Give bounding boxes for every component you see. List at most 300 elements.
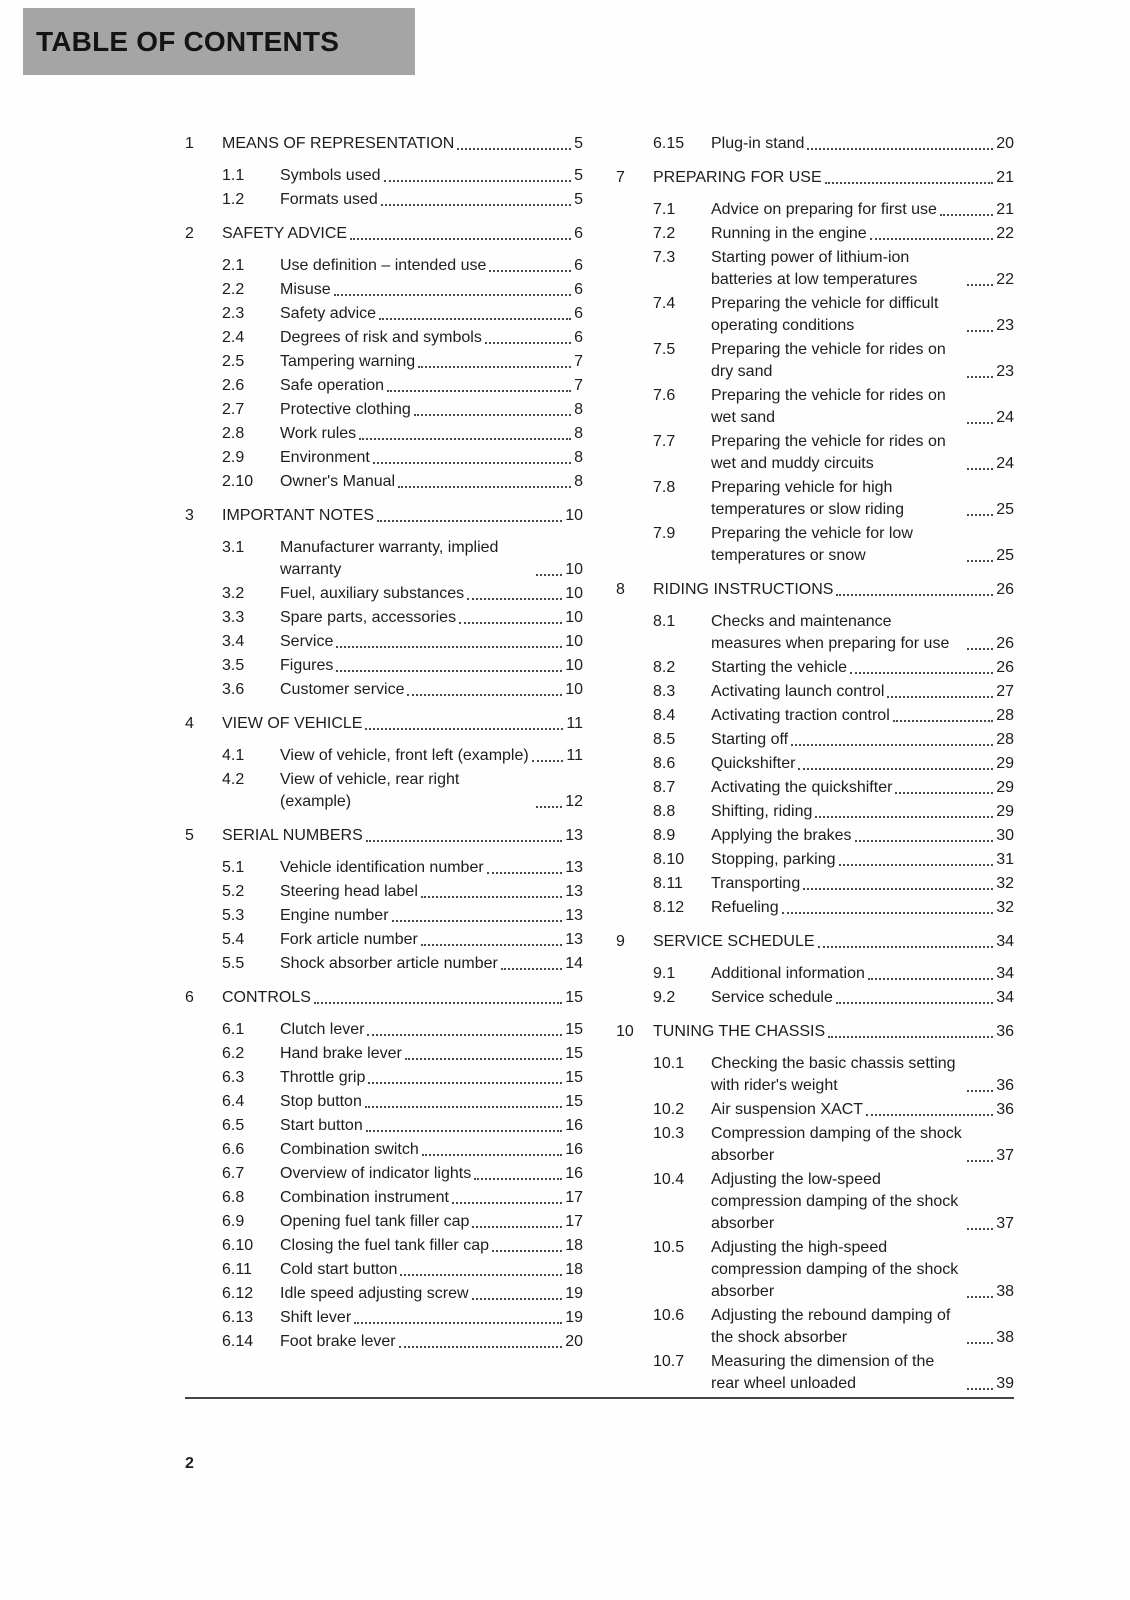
dot-leader — [487, 872, 563, 874]
entry-page: 8 — [574, 425, 583, 442]
toc-section-row — [185, 1163, 583, 1185]
toc-section-row — [616, 753, 1014, 775]
entry-page: 11 — [566, 715, 583, 732]
entry-page: 6 — [574, 257, 583, 274]
entry-title: Starting the vehicle — [711, 659, 848, 676]
entry-page: 11 — [566, 747, 583, 764]
entry-title: Vehicle identification number — [280, 859, 484, 876]
entry-number: 8.2 — [653, 659, 676, 676]
entry-title: Activating the quickshifter — [711, 779, 893, 796]
entry-title: Misuse — [280, 281, 331, 298]
entry-number: 10.6 — [653, 1307, 685, 1324]
entry-title: Quickshifter — [711, 755, 796, 772]
entry-number: 5.1 — [222, 859, 245, 876]
toc-section-row — [616, 1123, 1014, 1167]
entry-number: 4.1 — [222, 747, 245, 764]
toc-section-row — [616, 825, 1014, 847]
entry-number: 8.7 — [653, 779, 676, 796]
entry-title: SERIAL NUMBERS — [222, 827, 363, 844]
dot-leader — [387, 390, 571, 392]
entry-title: Service — [280, 633, 334, 650]
entry-page: 10 — [565, 561, 583, 578]
entry-page: 27 — [996, 683, 1014, 700]
dot-leader — [868, 978, 993, 980]
entry-title: Refueling — [711, 899, 779, 916]
toc-section-row — [185, 1139, 583, 1161]
entry-page: 37 — [996, 1147, 1014, 1164]
entry-title: Starting off — [711, 731, 789, 748]
entry-title: View of vehicle, rear right (example) — [280, 771, 460, 810]
entry-number: 10.4 — [653, 1171, 685, 1188]
entry-title: Adjusting the low-speed compression damping of the shock absorber — [711, 1171, 959, 1232]
dot-leader — [485, 342, 571, 344]
entry-page: 15 — [565, 1045, 583, 1062]
entry-number: 2.3 — [222, 305, 245, 322]
entry-page: 5 — [574, 135, 583, 152]
dot-leader — [782, 912, 994, 914]
dot-leader — [359, 438, 571, 440]
toc-section-row — [185, 607, 583, 629]
entry-title: Shifting, riding — [711, 803, 813, 820]
toc-section-row — [616, 705, 1014, 727]
toc-section-row — [185, 279, 583, 301]
entry-number: 8 — [616, 581, 625, 598]
toc-section-row — [185, 745, 583, 767]
entry-page: 34 — [996, 965, 1014, 982]
entry-title: Formats used — [280, 191, 378, 208]
entry-page: 16 — [565, 1117, 583, 1134]
entry-number: 2.7 — [222, 401, 245, 418]
dot-leader — [967, 560, 993, 562]
entry-page: 18 — [565, 1261, 583, 1278]
entry-title: Cold start button — [280, 1261, 398, 1278]
entry-title: Fuel, auxiliary substances — [280, 585, 465, 602]
entry-page: 15 — [565, 1093, 583, 1110]
entry-page: 6 — [574, 225, 583, 242]
entry-title: Preparing vehicle for high temperatures or slow riding — [711, 479, 904, 518]
entry-number: 1 — [185, 135, 194, 152]
toc-chapter-row — [185, 825, 583, 847]
toc-section-row — [185, 255, 583, 277]
entry-page: 15 — [565, 1021, 583, 1038]
entry-page: 26 — [996, 635, 1014, 652]
entry-page: 14 — [565, 955, 583, 972]
entry-number: 10 — [616, 1023, 634, 1040]
entry-number: 9 — [616, 933, 625, 950]
entry-page: 24 — [996, 455, 1014, 472]
entry-page: 29 — [996, 803, 1014, 820]
entry-page: 10 — [565, 657, 583, 674]
toc-section-row — [616, 1053, 1014, 1097]
toc-section-row — [616, 293, 1014, 337]
entry-number: 7 — [616, 169, 625, 186]
entry-number: 6.3 — [222, 1069, 245, 1086]
entry-page: 10 — [565, 681, 583, 698]
entry-number: 6.13 — [222, 1309, 254, 1326]
entry-number: 7.3 — [653, 249, 676, 266]
entry-title: Preparing the vehicle for rides on wet sand — [711, 387, 946, 426]
dot-leader — [336, 670, 562, 672]
entry-page: 20 — [565, 1333, 583, 1350]
toc-section-row — [616, 523, 1014, 567]
entry-number: 8.3 — [653, 683, 676, 700]
toc-section-row — [185, 1019, 583, 1041]
page-title: TABLE OF CONTENTS — [36, 25, 340, 57]
toc-section-row — [616, 1305, 1014, 1349]
toc-section-row — [185, 351, 583, 373]
entry-number: 4.2 — [222, 771, 245, 788]
entry-page: 20 — [996, 135, 1014, 152]
toc-section-row — [185, 1211, 583, 1233]
entry-title: Checking the basic chassis setting with rider's weight — [711, 1055, 956, 1094]
dot-leader — [798, 768, 993, 770]
entry-title: Owner's Manual — [280, 473, 396, 490]
dot-leader — [400, 1274, 562, 1276]
dot-leader — [825, 182, 994, 184]
entry-title: Closing the fuel tank filler cap — [280, 1237, 489, 1254]
dot-leader — [967, 422, 993, 424]
dot-leader — [422, 1154, 562, 1156]
entry-title: Activating traction control — [711, 707, 890, 724]
entry-number: 3 — [185, 507, 194, 524]
entry-number: 8.8 — [653, 803, 676, 820]
entry-page: 38 — [996, 1283, 1014, 1300]
entry-title: Starting power of lithium-ion batteries at low temperatures — [711, 249, 918, 288]
dot-leader — [354, 1322, 562, 1324]
entry-page: 7 — [574, 353, 583, 370]
dot-leader — [399, 1346, 563, 1348]
entry-title: Environment — [280, 449, 370, 466]
entry-page: 29 — [996, 755, 1014, 772]
entry-title: Fork article number — [280, 931, 418, 948]
entry-title: Adjusting the rebound damping of the shock absorber — [711, 1307, 951, 1346]
entry-page: 17 — [565, 1189, 583, 1206]
toc-section-row — [185, 1307, 583, 1329]
toc-section-row — [185, 881, 583, 903]
entry-title: Work rules — [280, 425, 357, 442]
toc-section-row — [185, 1331, 583, 1353]
entry-page: 38 — [996, 1329, 1014, 1346]
entry-title: MEANS OF REPRESENTATION — [222, 135, 455, 152]
entry-page: 7 — [574, 377, 583, 394]
entry-title: Stop button — [280, 1093, 362, 1110]
entry-title: Symbols used — [280, 167, 381, 184]
entry-title: Combination instrument — [280, 1189, 449, 1206]
entry-page: 16 — [565, 1165, 583, 1182]
entry-page: 8 — [574, 401, 583, 418]
dot-leader — [452, 1202, 562, 1204]
dot-leader — [472, 1298, 563, 1300]
toc-section-row — [185, 447, 583, 469]
toc-section-row — [185, 583, 583, 605]
toc-section-row — [185, 1115, 583, 1137]
entry-title: Throttle grip — [280, 1069, 366, 1086]
entry-title: Use definition – intended use — [280, 257, 487, 274]
toc-section-row — [185, 165, 583, 187]
entry-number: 3.2 — [222, 585, 245, 602]
dot-leader — [967, 1160, 993, 1162]
entry-number: 3.3 — [222, 609, 245, 626]
dot-leader — [940, 214, 993, 216]
entry-number: 2.5 — [222, 353, 245, 370]
dot-leader — [895, 792, 993, 794]
entry-number: 2.1 — [222, 257, 245, 274]
entry-page: 32 — [996, 875, 1014, 892]
dot-leader — [366, 1130, 562, 1132]
dot-leader — [314, 1002, 562, 1004]
entry-page: 10 — [565, 609, 583, 626]
toc-section-row — [185, 1091, 583, 1113]
entry-number: 9.1 — [653, 965, 676, 982]
dot-leader — [492, 1250, 562, 1252]
entry-number: 7.9 — [653, 525, 676, 542]
entry-number: 7.1 — [653, 201, 676, 218]
entry-number: 8.9 — [653, 827, 676, 844]
entry-title: Start button — [280, 1117, 363, 1134]
entry-title: Applying the brakes — [711, 827, 852, 844]
entry-title: Steering head label — [280, 883, 418, 900]
entry-number: 2.10 — [222, 473, 254, 490]
entry-title: Advice on preparing for first use — [711, 201, 937, 218]
entry-title: Manufacturer warranty, implied warranty — [280, 539, 499, 578]
toc-section-row — [616, 963, 1014, 985]
dot-leader — [532, 760, 564, 762]
entry-page: 25 — [996, 501, 1014, 518]
toc-section-row — [185, 537, 583, 581]
toc-chapter-row — [185, 713, 583, 735]
dot-leader — [967, 330, 993, 332]
dot-leader — [967, 1090, 993, 1092]
entry-page: 32 — [996, 899, 1014, 916]
entry-number: 5.5 — [222, 955, 245, 972]
dot-leader — [855, 840, 994, 842]
entry-page: 24 — [996, 409, 1014, 426]
dot-leader — [334, 294, 571, 296]
entry-title: CONTROLS — [222, 989, 311, 1006]
entry-number: 8.4 — [653, 707, 676, 724]
dot-leader — [489, 270, 571, 272]
entry-page: 39 — [996, 1375, 1014, 1392]
toc-section-row — [185, 929, 583, 951]
entry-title: Stopping, parking — [711, 851, 836, 868]
entry-number: 2.2 — [222, 281, 245, 298]
entry-page: 5 — [574, 191, 583, 208]
toc-chapter-row — [616, 931, 1014, 953]
entry-number: 7.5 — [653, 341, 676, 358]
toc-section-row — [616, 681, 1014, 703]
toc-section-row — [616, 611, 1014, 655]
dot-leader — [373, 462, 571, 464]
entry-title: SERVICE SCHEDULE — [653, 933, 815, 950]
entry-title: Activating launch control — [711, 683, 885, 700]
entry-page: 19 — [565, 1285, 583, 1302]
entry-page: 19 — [565, 1309, 583, 1326]
entry-title: Protective clothing — [280, 401, 411, 418]
entry-page: 13 — [565, 907, 583, 924]
dot-leader — [350, 238, 571, 240]
dot-leader — [818, 946, 994, 948]
dot-leader — [392, 920, 563, 922]
dot-leader — [467, 598, 562, 600]
entry-title: Degrees of risk and symbols — [280, 329, 482, 346]
toc-section-row — [185, 905, 583, 927]
dot-leader — [870, 238, 994, 240]
entry-number: 8.5 — [653, 731, 676, 748]
entry-number: 1.2 — [222, 191, 245, 208]
toc-section-row — [616, 1237, 1014, 1303]
entry-number: 10.1 — [653, 1055, 685, 1072]
dot-leader — [459, 622, 562, 624]
dot-leader — [967, 1296, 993, 1298]
dot-leader — [967, 1228, 993, 1230]
entry-page: 10 — [565, 633, 583, 650]
toc-body — [185, 133, 1014, 1397]
toc-section-row — [616, 247, 1014, 291]
entry-title: Service schedule — [711, 989, 833, 1006]
entry-page: 36 — [996, 1101, 1014, 1118]
entry-title: Running in the engine — [711, 225, 867, 242]
entry-number: 10.2 — [653, 1101, 685, 1118]
entry-page: 23 — [996, 317, 1014, 334]
entry-number: 6.10 — [222, 1237, 254, 1254]
dot-leader — [850, 672, 993, 674]
entry-title: Preparing the vehicle for difficult operating conditions — [711, 295, 939, 334]
dot-leader — [365, 728, 563, 730]
entry-page: 21 — [996, 169, 1014, 186]
entry-number: 1.1 — [222, 167, 245, 184]
toc-section-row — [185, 679, 583, 701]
dot-leader — [501, 968, 562, 970]
entry-number: 3.5 — [222, 657, 245, 674]
toc-section-row — [616, 385, 1014, 429]
toc-section-row — [616, 777, 1014, 799]
entry-number: 7.7 — [653, 433, 676, 450]
entry-number: 2 — [185, 225, 194, 242]
entry-number: 8.6 — [653, 755, 676, 772]
page-number: 2 — [185, 1455, 194, 1472]
toc-section-row — [616, 801, 1014, 823]
toc-section-row — [185, 399, 583, 421]
entry-number: 6.11 — [222, 1261, 252, 1278]
entry-page: 13 — [565, 883, 583, 900]
toc-column-right — [616, 133, 1014, 1397]
entry-page: 12 — [565, 793, 583, 810]
dot-leader — [887, 696, 993, 698]
toc-section-row — [185, 327, 583, 349]
entry-number: 6.15 — [653, 135, 685, 152]
entry-number: 10.5 — [653, 1239, 685, 1256]
entry-number: 7.2 — [653, 225, 676, 242]
toc-section-row — [185, 953, 583, 975]
toc-section-row — [616, 657, 1014, 679]
entry-page: 8 — [574, 473, 583, 490]
entry-title: Safety advice — [280, 305, 377, 322]
toc-section-row — [185, 857, 583, 879]
footer-rule — [185, 1397, 1014, 1399]
entry-number: 5.2 — [222, 883, 245, 900]
entry-number: 5 — [185, 827, 194, 844]
entry-page: 28 — [996, 707, 1014, 724]
toc-chapter-row — [185, 223, 583, 245]
entry-title: Measuring the dimension of the rear wheel unloaded — [711, 1353, 935, 1392]
entry-page: 6 — [574, 305, 583, 322]
entry-number: 6.7 — [222, 1165, 245, 1182]
entry-number: 10.7 — [653, 1353, 685, 1370]
entry-number: 3.6 — [222, 681, 245, 698]
toc-chapter-row — [185, 987, 583, 1009]
entry-title: Tampering warning — [280, 353, 416, 370]
entry-number: 8.11 — [653, 875, 683, 892]
page-header — [23, 8, 415, 75]
entry-number: 7.4 — [653, 295, 676, 312]
dot-leader — [893, 720, 993, 722]
entry-page: 31 — [996, 851, 1014, 868]
entry-number: 6.14 — [222, 1333, 254, 1350]
dot-leader — [536, 574, 562, 576]
toc-section-row — [185, 655, 583, 677]
entry-number: 2.8 — [222, 425, 245, 442]
dot-leader — [368, 1082, 562, 1084]
entry-title: Foot brake lever — [280, 1333, 396, 1350]
entry-title: Safe operation — [280, 377, 385, 394]
entry-page: 30 — [996, 827, 1014, 844]
entry-page: 15 — [565, 989, 583, 1006]
entry-number: 4 — [185, 715, 194, 732]
entry-page: 6 — [574, 329, 583, 346]
dot-leader — [457, 148, 571, 150]
dot-leader — [379, 318, 571, 320]
entry-number: 7.8 — [653, 479, 676, 496]
entry-page: 5 — [574, 167, 583, 184]
entry-title: Air suspension XACT — [711, 1101, 864, 1118]
entry-page: 26 — [996, 581, 1014, 598]
dot-leader — [536, 806, 562, 808]
toc-section-row — [616, 849, 1014, 871]
entry-page: 21 — [996, 201, 1014, 218]
dot-leader — [365, 1106, 562, 1108]
entry-title: TUNING THE CHASSIS — [653, 1023, 826, 1040]
toc-section-row — [616, 1169, 1014, 1235]
dot-leader — [967, 1388, 993, 1390]
entry-page: 13 — [565, 931, 583, 948]
toc-section-row — [185, 1259, 583, 1281]
entry-page: 15 — [565, 1069, 583, 1086]
toc-section-row — [616, 133, 1014, 155]
entry-number: 7.6 — [653, 387, 676, 404]
toc-section-row — [616, 729, 1014, 751]
entry-title: Customer service — [280, 681, 405, 698]
entry-number: 5.4 — [222, 931, 245, 948]
toc-chapter-row — [185, 505, 583, 527]
entry-number: 2.4 — [222, 329, 245, 346]
entry-page: 36 — [996, 1023, 1014, 1040]
toc-section-row — [616, 987, 1014, 1009]
entry-number: 5.3 — [222, 907, 245, 924]
toc-section-row — [185, 1043, 583, 1065]
dot-leader — [414, 414, 571, 416]
entry-title: Spare parts, accessories — [280, 609, 457, 626]
entry-number: 2.9 — [222, 449, 245, 466]
dot-leader — [418, 366, 571, 368]
dot-leader — [967, 1342, 993, 1344]
entry-title: Idle speed adjusting screw — [280, 1285, 469, 1302]
toc-section-row — [616, 1351, 1014, 1395]
entry-title: Shift lever — [280, 1309, 352, 1326]
dot-leader — [967, 648, 993, 650]
entry-page: 37 — [996, 1215, 1014, 1232]
toc-section-row — [616, 431, 1014, 475]
entry-page: 26 — [996, 659, 1014, 676]
